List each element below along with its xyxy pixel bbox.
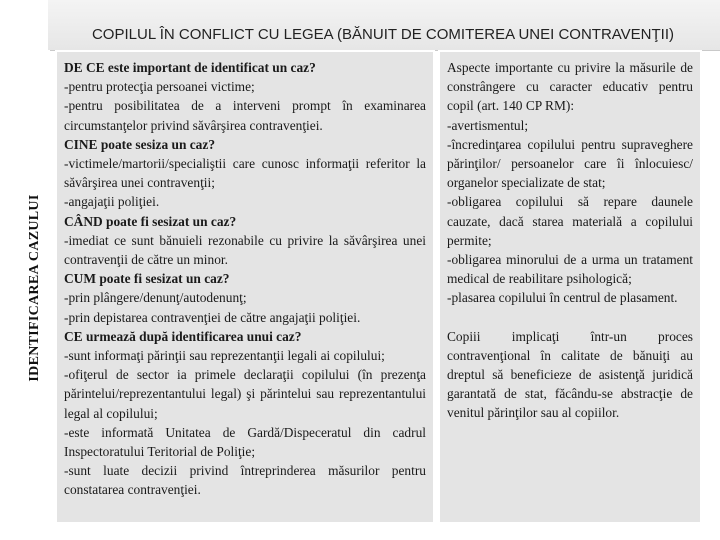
header xyxy=(0,0,720,46)
list-item: -prin depistarea contravenţiei de către angajaţii poliţiei. xyxy=(64,309,361,325)
list-item: -victimele/martorii/specialiştii care cunosc informaţii referitor la săvârşirea unei contravenţii; xyxy=(64,156,426,191)
page-title: COPILUL ÎN CONFLICT CU LEGEA (BĂNUIT DE COMITEREA UNEI CONTRAVENŢII) xyxy=(91,26,675,43)
question-heading: CUM poate fi sesizat un caz? xyxy=(64,271,230,287)
question-heading: CE urmează după identificarea unui caz? xyxy=(64,328,302,344)
question-heading: CÂND poate fi sesizat un caz? xyxy=(64,213,237,229)
list-item: -ofiţerul de sector ia primele declaraţii copilului (în prezenţa părintelui/reprezentantului legal) şi părintelui sau reprezentantului legal al copilului; xyxy=(64,367,426,421)
question-heading: DE CE este important de identificat un caz? xyxy=(64,60,316,75)
list-item: -încredinţarea copilului pentru supraveghere părinţilor/ persoanelor care îi înlocuiesc/ organelor specializate de stat; xyxy=(447,136,693,191)
question-heading: CINE poate sesiza un caz? xyxy=(64,136,216,152)
list-item: -sunt luate decizii privind întreprinderea măsurilor pentru constatarea contravenţiei. xyxy=(64,463,426,498)
list-item: -pentru protecţia persoanei victime; xyxy=(64,79,255,95)
list-item: -imediat ce sunt bănuieli rezonabile cu privire la săvârşirea unei contravenţii de către un minor. xyxy=(64,232,426,268)
right-column xyxy=(438,50,702,524)
list-item: -plasarea copilului în centrul de plasament. xyxy=(447,290,678,306)
left-column xyxy=(55,50,435,524)
list-item: -prin plângere/denunţ/autodenunţ; xyxy=(64,290,247,306)
measures-intro: Aspecte importante cu privire la măsurile de constrângere cu caracter educativ pentru copil (art. 140 CP RM): xyxy=(447,60,693,114)
list-item: -obligarea copilului să repare daunele cauzate, dacă starea materială a copilului permite; xyxy=(447,194,693,248)
spacer xyxy=(447,308,693,327)
side-label: IDENTIFICAREA CAZULUI xyxy=(27,194,42,382)
list-item: -sunt informaţi părinţii sau reprezentanţii legali ai copilului; xyxy=(64,348,385,364)
list-item: -pentru posibilitatea de a interveni prompt în examinarea circumstanţelor privind săvârşirea contravenţiei. xyxy=(64,98,426,133)
list-item: -angajaţii poliţiei. xyxy=(64,194,160,210)
list-item: -este informată Unitatea de Gardă/Dispeceratul din cadrul Inspectoratului Teritorial de Poliţie; xyxy=(64,424,426,460)
legal-assistance-note: Copiii implicaţi într-un proces contravenţional în calitate de bănuiţi au dreptul să beneficieze de asistenţă juridică garantată de stat, făcându-se abstracţie de venitul părinţilor sau al copiilor. xyxy=(447,328,693,421)
list-item: -obligarea minorului de a urma un tratament medical de reabilitare psihologică; xyxy=(447,252,693,287)
list-item: -avertismentul; xyxy=(447,117,529,133)
